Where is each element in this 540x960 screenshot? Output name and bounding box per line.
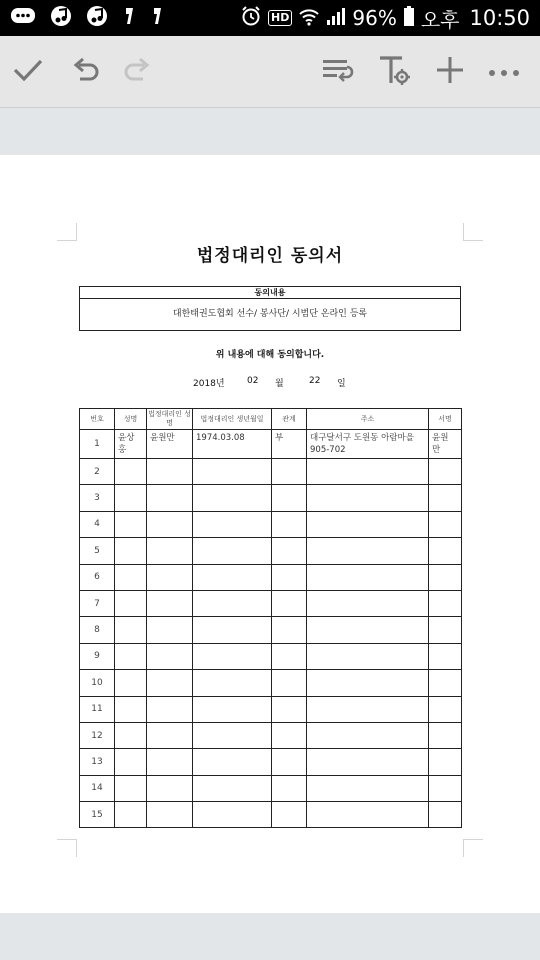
cell-guardian-birthdate[interactable] (193, 696, 272, 722)
cell-number: 15 (80, 802, 115, 828)
cell-guardian-name[interactable] (147, 670, 193, 696)
cell-relationship[interactable] (272, 538, 307, 564)
header-address: 주소 (307, 409, 429, 430)
editor-toolbar (0, 36, 540, 108)
cell-guardian-birthdate[interactable] (193, 802, 272, 828)
cell-guardian-name[interactable] (147, 459, 193, 485)
cell-address[interactable] (307, 722, 429, 748)
cell-guardian-birthdate[interactable] (193, 722, 272, 748)
cell-guardian-name[interactable] (147, 722, 193, 748)
cell-guardian-name[interactable] (147, 775, 193, 801)
date-month: 02 (247, 376, 259, 386)
cell-guardian-birthdate[interactable] (193, 749, 272, 775)
agreement-statement: 위 내용에 대해 동의합니다. (215, 350, 325, 360)
cell-guardian-name[interactable] (147, 538, 193, 564)
header-name: 성명 (115, 409, 147, 430)
cell-number: 6 (80, 564, 115, 590)
insert-button[interactable] (428, 50, 472, 94)
cell-guardian-name[interactable] (147, 485, 193, 511)
status-bar (0, 0, 540, 36)
table-row (80, 749, 462, 775)
cell-relationship[interactable] (272, 564, 307, 590)
cell-number: 12 (80, 722, 115, 748)
cell-guardian-birthdate[interactable] (193, 590, 272, 616)
cell-number: 13 (80, 749, 115, 775)
cell-name[interactable] (115, 564, 147, 590)
cell-number: 10 (80, 670, 115, 696)
cell-signature[interactable] (429, 749, 462, 775)
document-page[interactable] (0, 155, 540, 913)
wifi-icon (298, 6, 320, 31)
cell-name[interactable]: 윤상 홍 (115, 430, 147, 459)
cell-guardian-name[interactable] (147, 749, 193, 775)
signal-icon (326, 6, 346, 31)
cell-guardian-name[interactable] (147, 564, 193, 590)
cell-address[interactable] (307, 670, 429, 696)
date-year: 2018년 (193, 379, 225, 389)
cell-relationship[interactable] (272, 802, 307, 828)
cell-address[interactable] (307, 617, 429, 643)
redo-button[interactable] (116, 50, 160, 94)
cell-signature[interactable] (429, 775, 462, 801)
cell-guardian-birthdate[interactable] (193, 459, 272, 485)
cell-guardian-birthdate[interactable] (193, 775, 272, 801)
cell-number: 11 (80, 696, 115, 722)
hd-voice-icon: HD (268, 10, 292, 26)
cell-signature[interactable] (429, 564, 462, 590)
cell-number: 7 (80, 590, 115, 616)
cell-name[interactable] (115, 643, 147, 669)
cell-signature[interactable] (429, 802, 462, 828)
cell-number: 4 (80, 511, 115, 537)
table-row (80, 511, 462, 537)
check-icon (12, 56, 44, 88)
cell-address[interactable] (307, 775, 429, 801)
music-icon (50, 5, 72, 31)
margin-corner-top-right (463, 223, 483, 241)
cell-relationship[interactable] (272, 459, 307, 485)
cell-address[interactable]: 대구달서구 도원동 아람마을 905-702 (307, 430, 429, 459)
text-format-icon (377, 54, 411, 90)
table-row (80, 670, 462, 696)
cell-guardian-name[interactable] (147, 590, 193, 616)
clock: 10:50 (469, 6, 530, 30)
header-signature: 서명 (429, 409, 462, 430)
cell-number: 3 (80, 485, 115, 511)
cell-address[interactable] (307, 643, 429, 669)
margin-corner-bottom-left (57, 839, 77, 857)
cell-guardian-birthdate[interactable] (193, 485, 272, 511)
cell-guardian-birthdate[interactable] (193, 564, 272, 590)
battery-percent: 96% (352, 6, 397, 30)
cell-guardian-name[interactable] (147, 643, 193, 669)
cell-name[interactable] (115, 749, 147, 775)
table-row (80, 617, 462, 643)
header-guardian-name: 법정대리인 성명 (147, 409, 193, 430)
cell-guardian-name[interactable] (147, 617, 193, 643)
cell-number: 9 (80, 643, 115, 669)
cell-name[interactable] (115, 485, 147, 511)
header-relationship: 관계 (272, 409, 307, 430)
bottom-margin (0, 913, 540, 960)
cell-address[interactable] (307, 802, 429, 828)
cell-name[interactable] (115, 775, 147, 801)
cell-signature[interactable] (429, 538, 462, 564)
cell-relationship[interactable] (272, 775, 307, 801)
date-month-unit: 월 (275, 379, 284, 389)
done-button[interactable] (6, 50, 50, 94)
cell-address[interactable] (307, 564, 429, 590)
table-row (80, 643, 462, 669)
cell-guardian-birthdate[interactable] (193, 511, 272, 537)
cell-signature[interactable] (429, 617, 462, 643)
cell-number: 5 (80, 538, 115, 564)
cell-relationship[interactable] (272, 617, 307, 643)
cell-name[interactable] (115, 696, 147, 722)
undo-button[interactable] (63, 50, 107, 94)
text-wrap-button[interactable] (316, 50, 360, 94)
table-row (80, 775, 462, 801)
table-row (80, 430, 462, 459)
app-icon-2 (150, 5, 164, 31)
date-day-unit: 일 (337, 379, 346, 389)
cell-relationship[interactable] (272, 485, 307, 511)
redo-icon (123, 55, 153, 89)
cell-guardian-birthdate[interactable] (193, 538, 272, 564)
cell-signature[interactable] (429, 590, 462, 616)
cell-address[interactable] (307, 459, 429, 485)
table-row (80, 485, 462, 511)
header-number: 번호 (80, 409, 115, 430)
cell-signature[interactable] (429, 696, 462, 722)
table-row (80, 696, 462, 722)
cell-number: 1 (80, 430, 115, 459)
cell-guardian-name[interactable] (147, 511, 193, 537)
table-row (80, 590, 462, 616)
text-format-button[interactable] (372, 50, 416, 94)
cell-relationship[interactable] (272, 749, 307, 775)
cell-address[interactable] (307, 538, 429, 564)
cell-name[interactable] (115, 511, 147, 537)
add-icon (435, 55, 465, 89)
battery-icon (403, 5, 415, 32)
table-row (80, 722, 462, 748)
cell-signature[interactable] (429, 485, 462, 511)
header-guardian-birthdate: 법정대리인 생년월일 (193, 409, 272, 430)
table-row (80, 802, 462, 828)
cell-name[interactable] (115, 459, 147, 485)
cell-number: 2 (80, 459, 115, 485)
cell-address[interactable] (307, 590, 429, 616)
cell-address[interactable] (307, 749, 429, 775)
cell-name[interactable] (115, 590, 147, 616)
cell-relationship[interactable] (272, 590, 307, 616)
cell-signature[interactable] (429, 459, 462, 485)
cell-number: 8 (80, 617, 115, 643)
table-row (80, 564, 462, 590)
consent-box (79, 286, 461, 331)
cell-name[interactable] (115, 722, 147, 748)
document-title: 법정대리인 동의서 (196, 246, 344, 266)
text-wrap-icon (321, 56, 355, 88)
cell-address[interactable] (307, 511, 429, 537)
cell-signature[interactable] (429, 670, 462, 696)
cell-relationship[interactable] (272, 643, 307, 669)
cell-relationship[interactable] (272, 511, 307, 537)
more-icon (488, 63, 520, 82)
app-icon (122, 5, 136, 31)
system-status (240, 4, 530, 33)
consent-header: 동의내용 (80, 287, 460, 299)
cell-guardian-birthdate[interactable] (193, 643, 272, 669)
cell-relationship[interactable] (272, 696, 307, 722)
table-header-row (80, 409, 462, 430)
alarm-icon (240, 5, 262, 32)
cell-guardian-name[interactable] (147, 696, 193, 722)
consent-text: 대한태권도협회 선수/ 봉사단/ 시범단 온라인 등록 (172, 309, 368, 319)
cell-name[interactable] (115, 802, 147, 828)
cell-guardian-birthdate[interactable] (193, 617, 272, 643)
cell-guardian-name[interactable]: 윤원만 (147, 430, 193, 459)
undo-icon (70, 55, 100, 89)
margin-corner-bottom-right (463, 839, 483, 857)
cell-address[interactable] (307, 485, 429, 511)
cell-signature[interactable] (429, 643, 462, 669)
cell-name[interactable] (115, 538, 147, 564)
chat-icon (10, 6, 36, 30)
cell-guardian-birthdate[interactable] (193, 670, 272, 696)
ampm-label: 오후 (420, 7, 460, 32)
table-row (80, 538, 462, 564)
cell-signature[interactable] (429, 511, 462, 537)
cell-number: 14 (80, 775, 115, 801)
margin-corner-top-left (57, 223, 77, 241)
notification-icons (10, 5, 164, 31)
cell-name[interactable] (115, 617, 147, 643)
date-day: 22 (309, 376, 321, 386)
cell-signature[interactable]: 윤원 만 (429, 430, 462, 459)
cell-address[interactable] (307, 696, 429, 722)
cell-relationship[interactable] (272, 722, 307, 748)
cell-guardian-birthdate[interactable]: 1974.03.08 (193, 430, 272, 459)
cell-relationship[interactable] (272, 670, 307, 696)
guardian-table (79, 408, 462, 828)
cell-relationship[interactable]: 부 (272, 430, 307, 459)
more-options-button[interactable] (482, 50, 526, 94)
cell-name[interactable] (115, 670, 147, 696)
table-row (80, 459, 462, 485)
music-icon-2 (86, 5, 108, 31)
cell-guardian-name[interactable] (147, 802, 193, 828)
cell-signature[interactable] (429, 722, 462, 748)
